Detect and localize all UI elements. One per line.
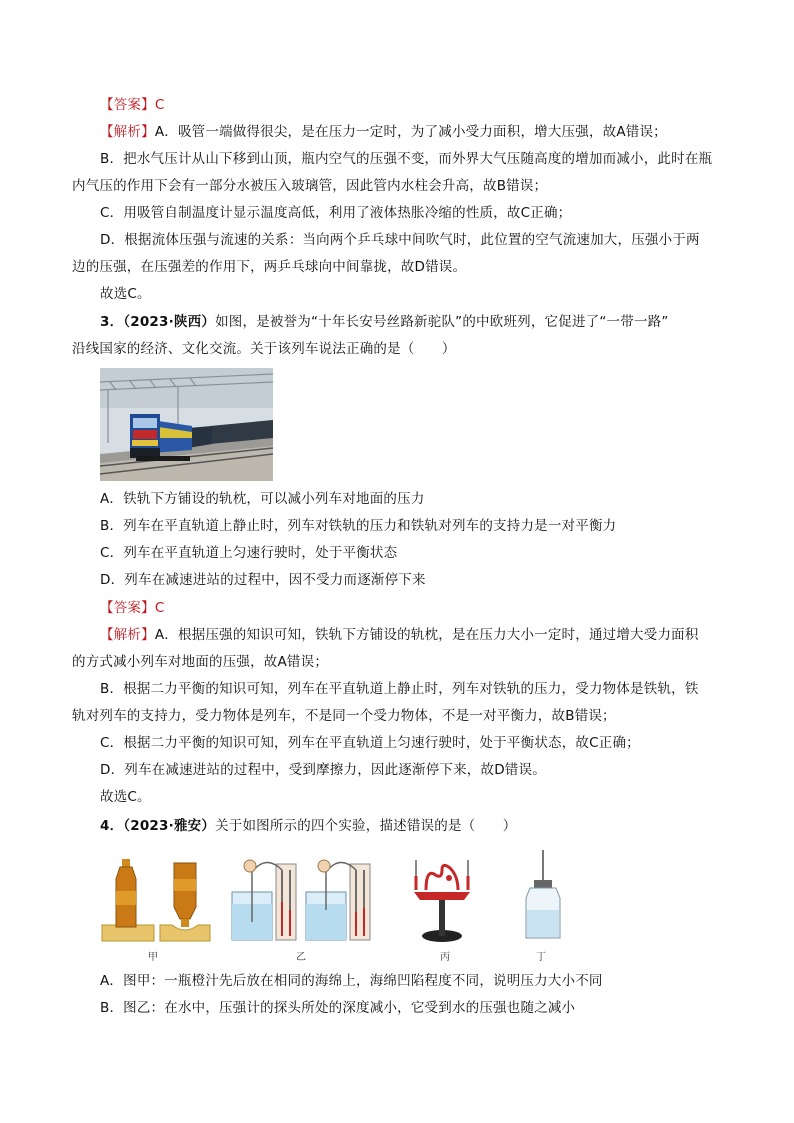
q3-analysis-d: D．列车在减速进站的过程中，受到摩擦力，因此逐渐停下来，故D错误。 [100,762,546,778]
q4-option-b: B．图乙：在水中，压强计的探头所处的深度减小，它受到水的压强也随之减小 [100,1000,576,1016]
q2-analysis-d1: D．根据流体压强与流速的关系：当向两个乒乓球中间吹气时，此位置的空气流速加大，压强小于两 [100,232,700,248]
q2-analysis-b2: 内气压的作用下会有一部分水被压入玻璃管，因此管内水柱会升高，故B错误； [72,178,548,194]
question-stem: 关于如图所示的四个实验，描述错误的是（ ） [215,818,517,834]
q3-answer [100,599,164,617]
analysis-text: A．根据压强的知识可知，铁轨下方铺设的轨枕，是在压力大小一定时，通过增大受力面积 [154,627,699,643]
caption-bing: 丙 [440,952,450,963]
q2-analysis-a [100,123,667,141]
figure-bing-u-tube [404,856,480,944]
q3-conclusion: 故选C。 [100,789,151,805]
question-source: （2023·雅安） [123,818,216,834]
q2-analysis-b1: B．把水气压计从山下移到山顶，瓶内空气的压强不变，而外界大气压随高度的增加而减小，此时在瓶 [100,151,713,167]
train-photo [100,368,273,481]
answer-tag: 【答案】 [100,600,155,616]
analysis-text: A．吸管一端做得很尖，是在压力一定时，为了减小受力面积，增大压强，故A错误； [154,124,667,140]
q3-analysis-a2: 的方式减小列车对地面的压强，故A错误； [72,654,329,670]
question-source: （2023·陕西） [123,314,216,330]
q3-stem-line2: 沿线国家的经济、文化交流。关于该列车说法正确的是（ ） [72,341,456,357]
caption-ding: 丁 [536,952,546,963]
q2-conclusion: 故选C。 [100,286,151,302]
q2-answer [100,96,164,114]
q3-analysis-a1 [100,626,699,644]
q4-option-a: A．图甲：一瓶橙汁先后放在相同的海绵上，海绵凹陷程度不同，说明压力大小不同 [100,973,603,989]
caption-jia: 甲 [148,952,158,963]
q3-option-b: B．列车在平直轨道上静止时，列车对铁轨的压力和铁轨对列车的支持力是一对平衡力 [100,518,617,534]
q3-analysis-b2: 轨对列车的支持力，受力物体是列车，不是同一个受力物体，不是一对平衡力，故B错误； [72,708,616,724]
question-number: 4． [100,818,124,834]
analysis-tag: 【解析】 [100,124,155,140]
q3-stem-line1 [100,313,669,331]
q3-option-d: D．列车在减速进站的过程中，因不受力而逐渐停下来 [100,572,426,588]
caption-yi: 乙 [296,952,306,963]
q3-option-c: C．列车在平直轨道上匀速行驶时，处于平衡状态 [100,545,398,561]
figure-yi-pressure-gauge [226,852,376,944]
answer-value: C [154,600,165,616]
answer-value: C [154,97,165,113]
question-stem: 如图，是被誉为“十年长安号丝路新驼队”的中欧班列，它促进了“一带一路” [215,314,669,330]
question-number: 3． [100,314,124,330]
figure-ding-bottle-tube [518,850,568,942]
answer-tag: 【答案】 [100,97,155,113]
q3-analysis-b1: B．根据二力平衡的知识可知，列车在平直轨道上静止时，列车对铁轨的压力，受力物体是铁轨，铁 [100,681,699,697]
q2-analysis-c: C．用吸管自制温度计显示温度高低，利用了液体热胀冷缩的性质，故C正确； [100,205,572,221]
q3-option-a: A．铁轨下方铺设的轨枕，可以减小列车对地面的压力 [100,491,425,507]
analysis-tag: 【解析】 [100,627,155,643]
q3-analysis-c: C．根据二力平衡的知识可知，列车在平直轨道上匀速行驶时，处于平衡状态，故C正确； [100,735,640,751]
q2-analysis-d2: 边的压强，在压强差的作用下，两乒乓球向中间靠拢，故D错误。 [72,259,467,275]
figure-jia-bottles-on-sponge [100,855,212,947]
q4-stem [100,817,516,835]
